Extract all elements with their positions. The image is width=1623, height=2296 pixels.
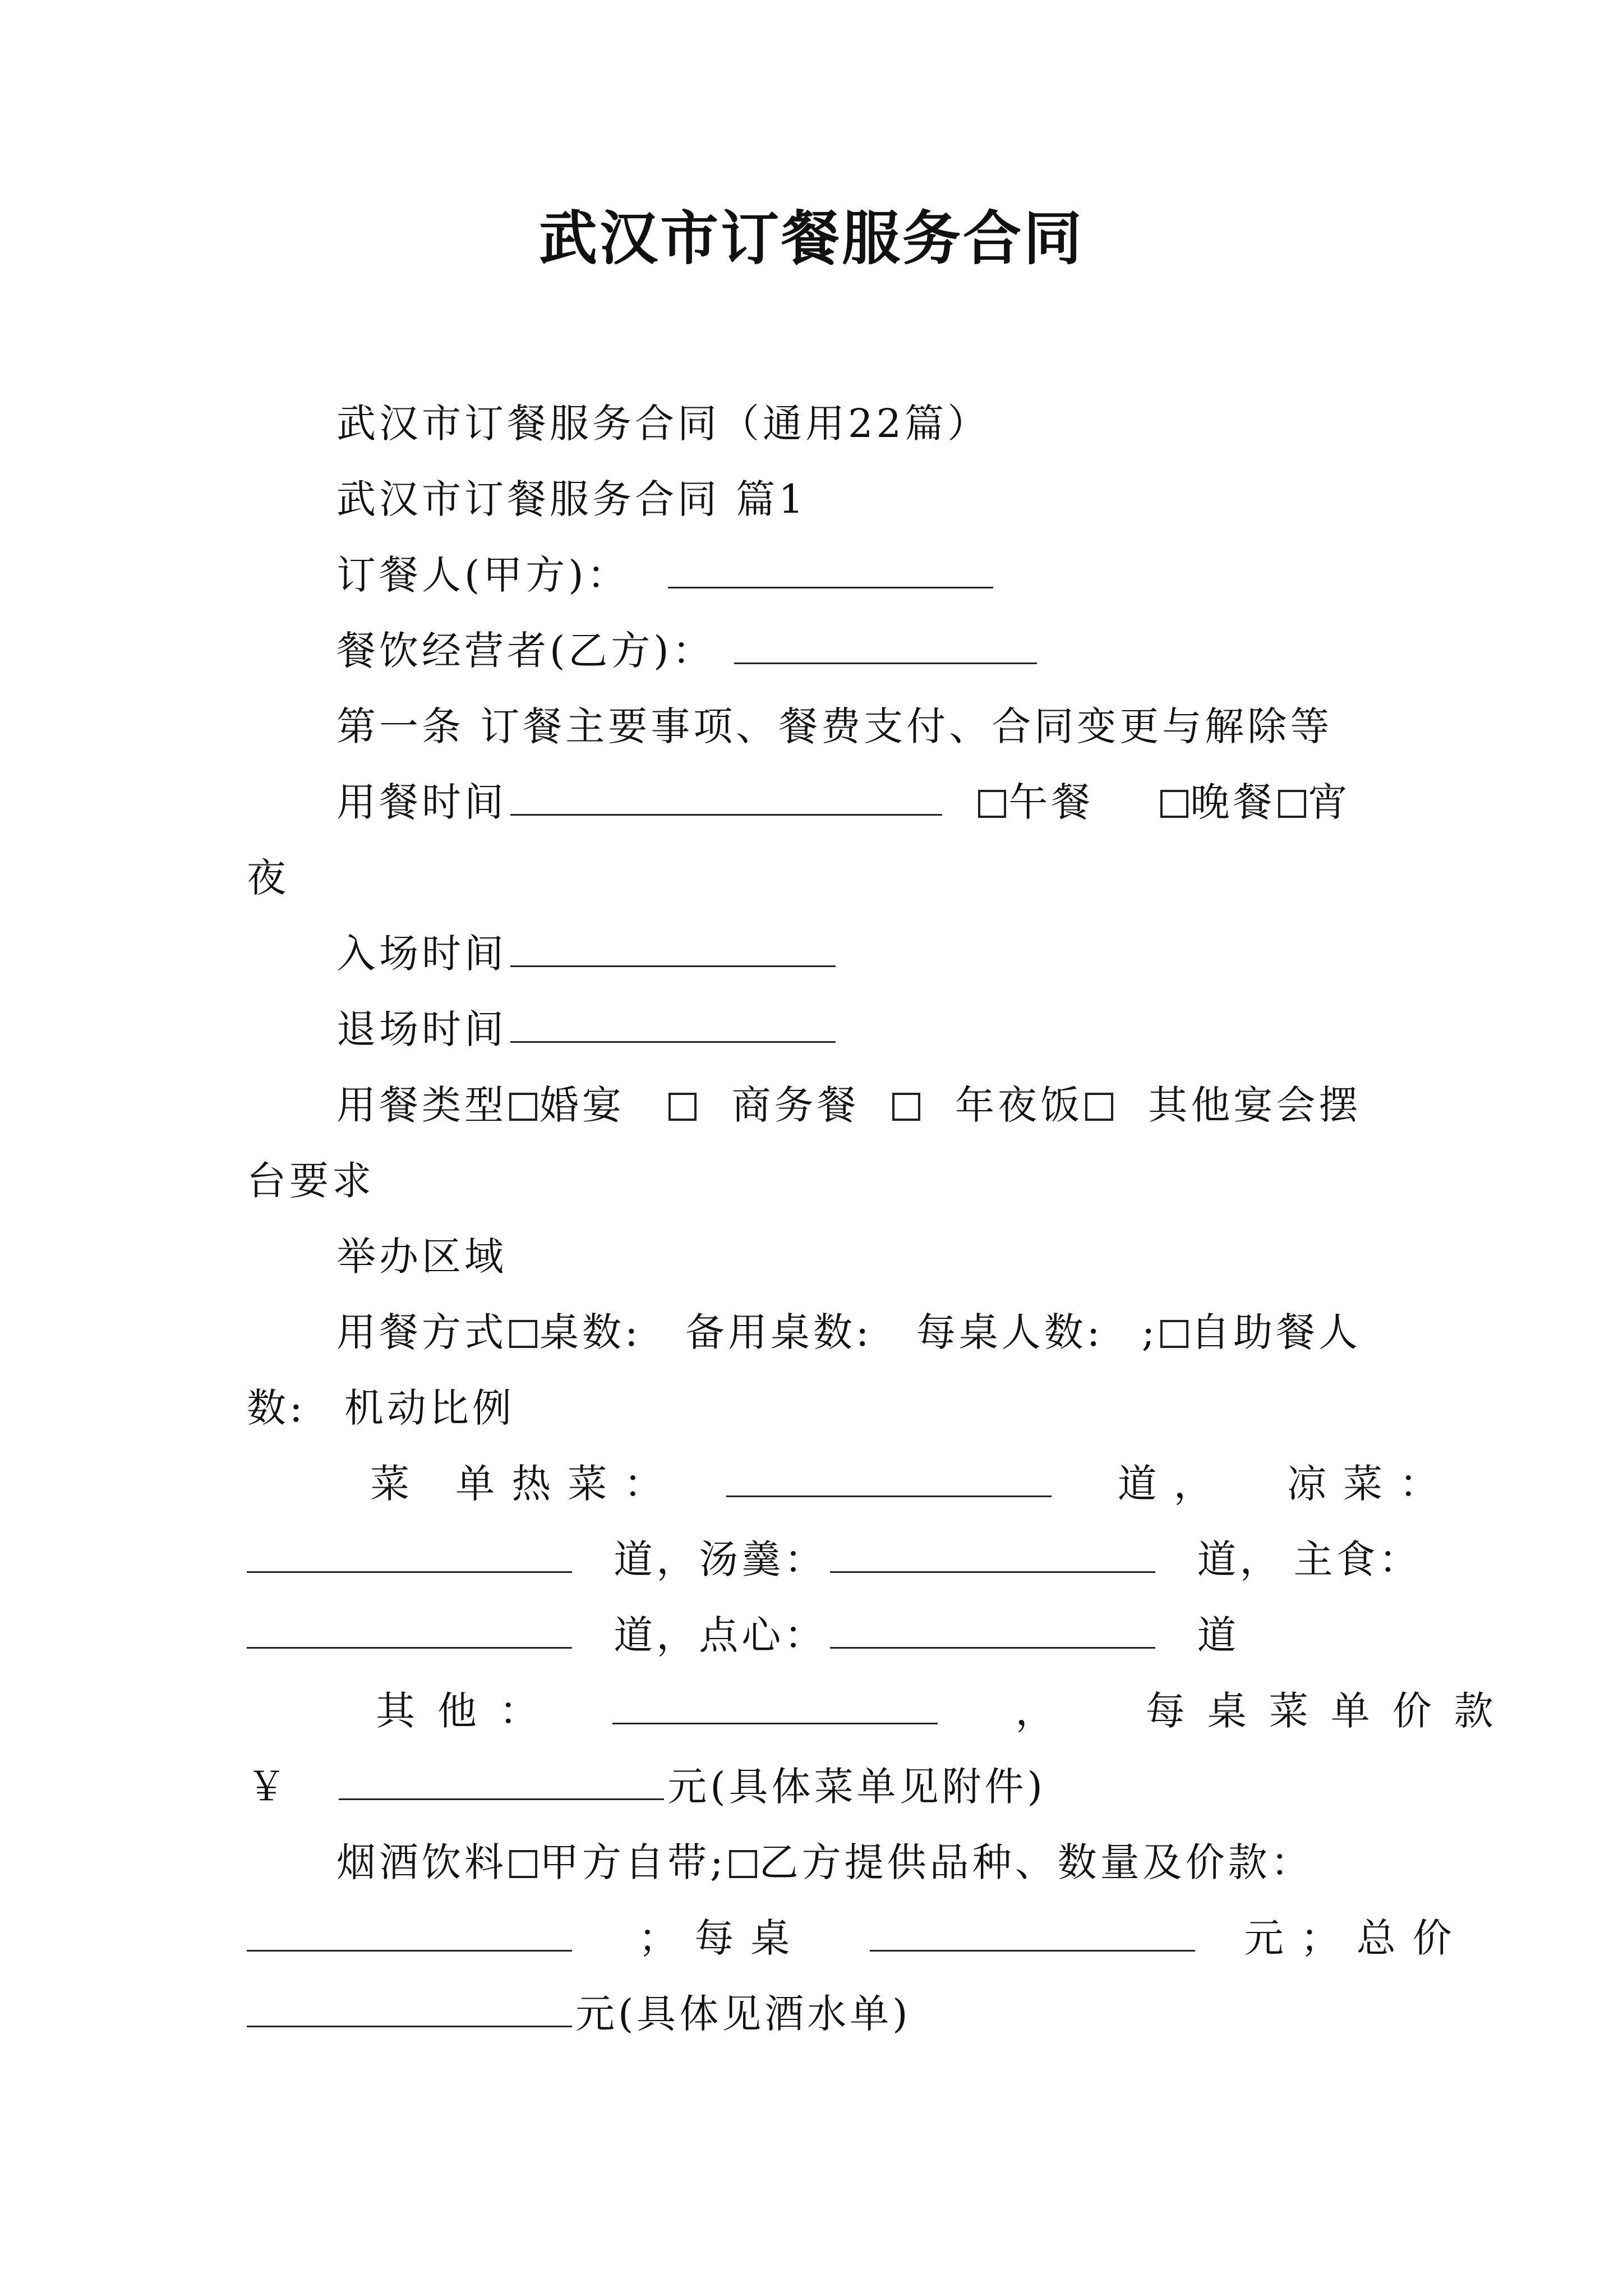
drinks-row (336, 1832, 1391, 1893)
other-row (376, 1680, 1516, 1742)
flex-ratio-label: 机动比例 (344, 1385, 515, 1431)
dinner-checkbox[interactable] (1160, 790, 1188, 818)
soup-unit: 道 (1197, 1536, 1240, 1582)
provided-checkbox[interactable] (729, 1850, 757, 1878)
hot-dish-comma: ， (1173, 1461, 1230, 1507)
wedding-checkbox[interactable] (509, 1093, 537, 1121)
menu-row-3 (247, 1604, 1391, 1666)
cold-dish-comma: ， (656, 1536, 699, 1582)
staple-unit: 道 (614, 1612, 657, 1658)
meal-type-row (336, 1074, 1391, 1136)
party-b-label: 餐饮经营者(乙方)： (336, 628, 715, 674)
dining-time-wrap: 夜 (247, 855, 289, 901)
cold-dish-blank[interactable] (247, 1529, 572, 1573)
per-table-label: 每桌人数: (916, 1309, 1104, 1355)
dining-mode-wrap (247, 1377, 1391, 1439)
table-count-label: 桌数: (540, 1309, 642, 1355)
business-checkbox[interactable] (668, 1093, 697, 1121)
provided-label: 乙方提供品种、数量及价款： (759, 1839, 1313, 1885)
buffet-count-label: 数: (247, 1385, 306, 1431)
lunch-checkbox[interactable] (978, 790, 1006, 818)
staple-blank[interactable] (247, 1604, 572, 1649)
table-price-blank[interactable] (339, 1756, 664, 1800)
other-label: 其他： (376, 1688, 561, 1734)
drinks-label: 烟酒饮料 (336, 1839, 507, 1885)
soup-comma: ， (1239, 1536, 1283, 1582)
drinks-variety-blank[interactable] (247, 1907, 572, 1952)
new-year-label: 年夜饭 (955, 1082, 1083, 1128)
dim-sum-blank[interactable] (830, 1604, 1155, 1649)
entry-time-row (336, 923, 1391, 984)
hot-dish-label: 菜 单热菜： (370, 1461, 680, 1507)
meal-type-wrap: 台要求 (247, 1158, 375, 1204)
drinks-total-row (247, 1983, 1391, 2045)
business-label: 商务餐 (731, 1082, 860, 1128)
total-price-label: 元；总价 (1244, 1915, 1469, 1961)
subtitle: 武汉市订餐服务合同（通用22篇） (336, 401, 990, 447)
buffet-checkbox[interactable] (1160, 1320, 1188, 1348)
per-table-drinks-label: ；每桌 (638, 1915, 807, 1961)
menu-attachment-note: 元(具体菜单见附件) (667, 1764, 1046, 1810)
meal-type-label: 用餐类型 (336, 1082, 507, 1128)
cold-dish-label: 凉菜： (1287, 1461, 1456, 1507)
total-price-blank[interactable] (247, 1983, 572, 2027)
soup-label: 汤羹： (699, 1536, 827, 1582)
cold-dish-unit: 道 (614, 1536, 657, 1582)
party-b-row (336, 620, 1391, 682)
per-table-drinks-blank[interactable] (870, 1907, 1195, 1952)
other-blank[interactable] (612, 1680, 938, 1724)
soup-blank[interactable] (830, 1529, 1155, 1573)
dining-time-label: 用餐时间 (336, 779, 507, 825)
currency-symbol: ￥ (247, 1764, 289, 1810)
section-heading: 武汉市订餐服务合同 篇1 (336, 476, 807, 522)
exit-time-row (336, 999, 1391, 1060)
wedding-label: 婚宴 (540, 1082, 625, 1128)
table-price-label: 每桌菜单价款 (1145, 1688, 1516, 1734)
exit-time-label: 退场时间 (336, 1006, 507, 1052)
party-a-label: 订餐人(甲方)： (336, 552, 630, 598)
party-a-row (336, 544, 1391, 606)
hot-dish-unit: 道 (1117, 1461, 1174, 1507)
dim-sum-label: 点心： (699, 1612, 827, 1658)
entry-time-blank[interactable] (510, 923, 836, 967)
drinks-list-note: 元(具体见酒水单) (575, 1991, 911, 2037)
party-a-blank[interactable] (668, 544, 993, 588)
price-row (247, 1756, 1391, 1818)
spare-table-label: 备用桌数: (685, 1309, 873, 1355)
dim-sum-unit: 道 (1197, 1612, 1240, 1658)
entry-time-label: 入场时间 (336, 931, 507, 977)
other-banquet-checkbox[interactable] (1085, 1093, 1113, 1121)
dinner-label: 晚餐 (1190, 779, 1276, 825)
article-one-heading: 第一条 订餐主要事项、餐费支付、合同变更与解除等 (336, 703, 1333, 749)
drinks-price-row (247, 1907, 1469, 1969)
dining-time-row (336, 771, 1391, 833)
late-night-label: 宵 (1308, 779, 1351, 825)
self-bring-checkbox[interactable] (509, 1850, 537, 1878)
venue-label: 举办区域 (336, 1234, 507, 1280)
lunch-label: 午餐 (1008, 779, 1094, 825)
buffet-label: 自助餐人 (1191, 1309, 1362, 1355)
other-comma: ， (1015, 1688, 1077, 1734)
new-year-checkbox[interactable] (892, 1093, 920, 1121)
separator: ; (1141, 1309, 1159, 1355)
staple-label: 主食： (1293, 1536, 1422, 1582)
self-bring-label: 甲方自带; (540, 1839, 727, 1885)
dining-mode-row (336, 1301, 1391, 1363)
staple-comma: ， (656, 1612, 699, 1658)
document-title: 武汉市订餐服务合同 (538, 204, 1084, 273)
hot-dish-blank[interactable] (726, 1453, 1052, 1497)
party-b-blank[interactable] (734, 620, 1037, 664)
menu-row-1 (370, 1453, 1456, 1515)
menu-row-2 (247, 1529, 1422, 1590)
late-night-checkbox[interactable] (1278, 790, 1306, 818)
table-mode-checkbox[interactable] (509, 1320, 537, 1348)
exit-time-blank[interactable] (510, 999, 836, 1043)
other-banquet-label: 其他宴会摆 (1148, 1082, 1362, 1128)
dining-time-blank[interactable] (510, 771, 942, 816)
dining-mode-label: 用餐方式 (336, 1309, 507, 1355)
